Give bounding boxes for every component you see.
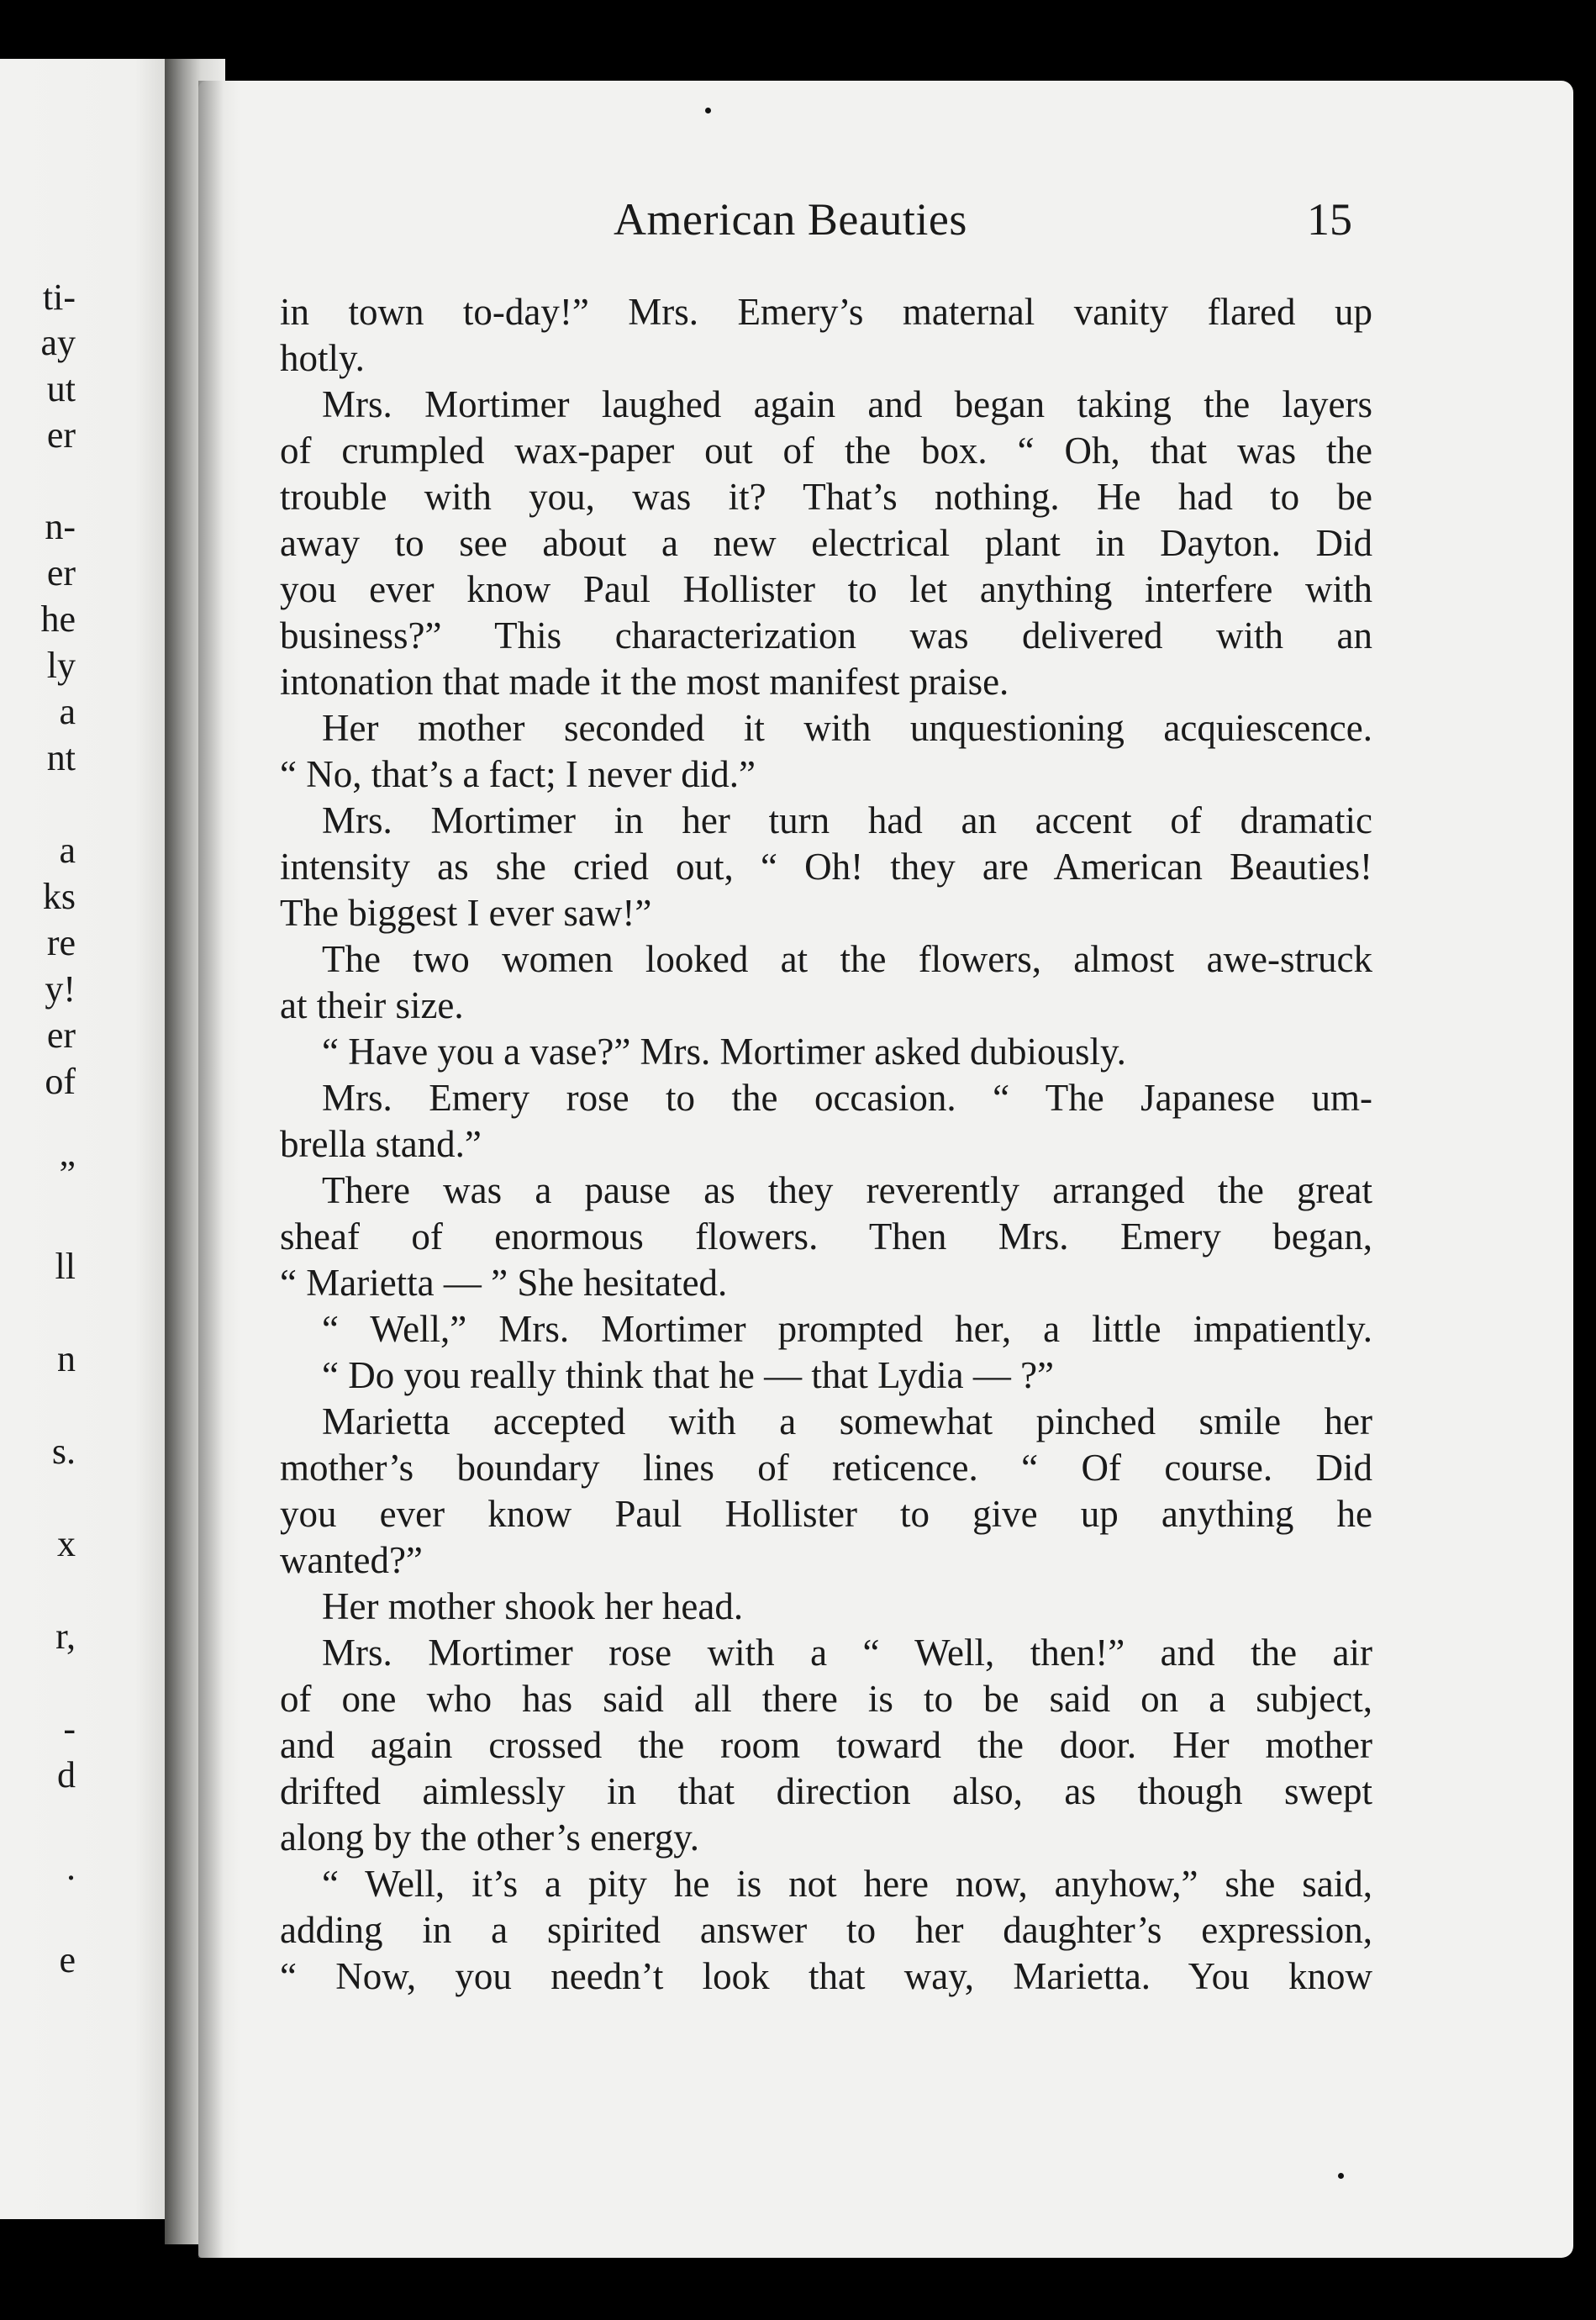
text-line: “ Marietta — ” She hesitated.: [280, 1262, 728, 1304]
running-head: [0, 193, 1596, 252]
text-line: adding in a spirited answer to her daughter’s expression,: [280, 1909, 1372, 1951]
left-fragment: -: [63, 1708, 76, 1749]
text-line: of crumpled wax-paper out of the box. “ Oh, that was the: [280, 430, 1372, 472]
text-line: “ No, that’s a fact; I never did.”: [280, 753, 756, 795]
left-fragment: er: [46, 552, 76, 593]
page-edge-shadow: [198, 81, 240, 2258]
left-fragment: re: [46, 922, 76, 963]
text-line: business?” This characterization was delivered with an: [280, 614, 1372, 656]
text-line: intonation that made it the most manifest praise.: [280, 661, 1009, 703]
text-line: hotly.: [280, 337, 365, 379]
left-fragment: of: [45, 1061, 76, 1102]
text-line: The biggest I ever saw!”: [280, 892, 652, 934]
text-line: and again crossed the room toward the door. Her mother: [280, 1724, 1372, 1766]
left-fragment: er: [46, 414, 76, 456]
text-line: you ever know Paul Hollister to let anything interfere with: [280, 568, 1372, 610]
left-fragment: ay: [40, 322, 76, 363]
left-fragment: ut: [46, 368, 76, 409]
left-fragment: n-: [45, 506, 76, 547]
text-line: you ever know Paul Hollister to give up anything he: [280, 1493, 1372, 1535]
left-fragment: a: [59, 691, 76, 732]
text-line: Her mother shook her head.: [322, 1585, 744, 1627]
left-fragment: he: [40, 598, 76, 640]
text-line: away to see about a new electrical plant in Dayton. Did: [280, 522, 1372, 564]
text-line: “ Have you a vase?” Mrs. Mortimer asked dubiously.: [322, 1031, 1126, 1073]
print-speck: [705, 108, 711, 113]
text-line: intensity as she cried out, “ Oh! they are American Beauties!: [280, 846, 1372, 888]
text-line: Mrs. Mortimer rose with a “ Well, then!” and the air: [322, 1632, 1372, 1674]
left-fragment: .: [66, 1847, 76, 1888]
left-fragment: r,: [55, 1616, 76, 1657]
left-fragment: ks: [42, 876, 76, 917]
text-line: mother’s boundary lines of reticence. “ Of course. Did: [280, 1447, 1372, 1489]
text-line: drifted aimlessly in that direction also, as though swept: [280, 1770, 1372, 1812]
text-line: “ Well, it’s a pity he is not here now, anyhow,” she said,: [322, 1863, 1372, 1905]
left-fragment: x: [57, 1523, 76, 1564]
text-line: along by the other’s energy.: [280, 1816, 700, 1859]
left-fragment: ll: [55, 1246, 76, 1287]
left-fragment: d: [57, 1754, 76, 1795]
running-title: American Beauties: [614, 194, 967, 245]
page-number: 15: [1307, 194, 1352, 245]
print-speck: [1338, 2173, 1344, 2179]
text-line: The two women looked at the flowers, almost awe-struck: [322, 938, 1372, 980]
text-line: Marietta accepted with a somewhat pinched smile her: [322, 1400, 1372, 1442]
text-line: There was a pause as they reverently arranged the great: [322, 1169, 1372, 1211]
text-line: Her mother seconded it with unquestioning acquiescence.: [322, 707, 1372, 749]
left-fragment: nt: [46, 737, 76, 778]
left-fragment: e: [59, 1939, 76, 1980]
text-line: brella stand.”: [280, 1123, 482, 1165]
left-fragment: ti-: [42, 277, 76, 318]
text-line: “ Well,” Mrs. Mortimer prompted her, a little impatiently.: [322, 1308, 1372, 1350]
body-text: [280, 289, 1372, 2000]
left-fragment: ly: [46, 645, 76, 686]
text-line: in town to-day!” Mrs. Emery’s maternal vanity flared up: [280, 291, 1372, 333]
left-fragment: er: [46, 1015, 76, 1056]
text-line: sheaf of enormous flowers. Then Mrs. Emery began,: [280, 1215, 1372, 1258]
text-line: “ Do you really think that he — that Lydia — ?”: [322, 1354, 1055, 1396]
left-fragment: s.: [51, 1431, 76, 1472]
left-fragment: ”: [59, 1153, 76, 1194]
text-line: of one who has said all there is to be said on a subject,: [280, 1678, 1372, 1720]
text-line: Mrs. Mortimer in her turn had an accent of dramatic: [322, 799, 1372, 841]
left-fragment: y!: [45, 968, 76, 1010]
text-line: wanted?”: [280, 1539, 423, 1581]
text-line: Mrs. Mortimer laughed again and began taking the layers: [322, 383, 1372, 425]
left-fragment: n: [57, 1338, 76, 1379]
text-line: Mrs. Emery rose to the occasion. “ The Japanese um-: [322, 1077, 1372, 1119]
text-line: trouble with you, was it? That’s nothing. He had to be: [280, 476, 1372, 518]
text-line: at their size.: [280, 984, 464, 1026]
text-line: “ Now, you needn’t look that way, Marietta. You know: [280, 1955, 1372, 1997]
left-fragment: a: [59, 830, 76, 871]
